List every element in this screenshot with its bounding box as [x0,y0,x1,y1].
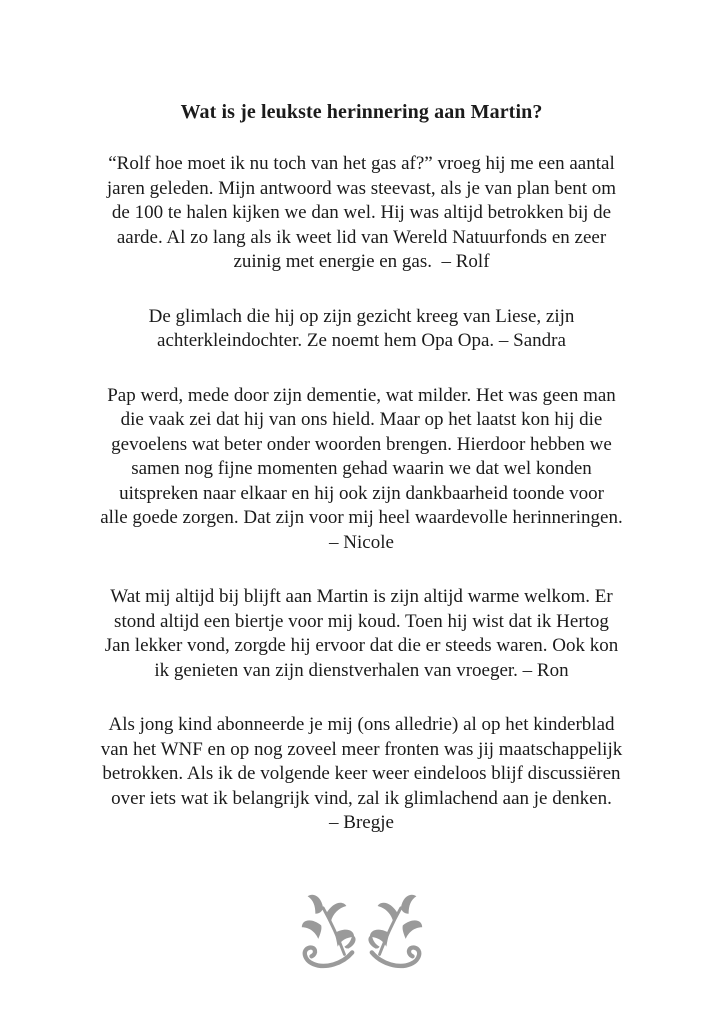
memory-paragraph [62,585,662,683]
memory-line: ik genieten van zijn dienstverhalen van vroeger. – Ron [154,659,569,681]
memory-line: over iets wat ik belangrijk vind, zal ik glimlachend aan je denken. [111,787,612,809]
memory-paragraph [62,305,662,354]
memory-line: aarde. Al zo lang als ik weet lid van Wereld Natuurfonds en zeer [116,226,607,248]
memory-line: Als jong kind abonneerde je mij (ons alledrie) al op het kinderblad [108,714,615,735]
memory-line: gevoelens wat beter onder woorden brengen. Hierdoor hebben we [111,433,612,455]
memory-line: “Rolf hoe moet ik nu toch van het gas af?” vroeg hij me een aantal [108,153,615,174]
memory-line: achterkleindochter. Ze noemt hem Opa Opa. – Sandra [157,330,566,351]
memory-line: stond altijd een biertje voor mij koud. Toen hij wist dat ik Hertog [114,610,609,632]
memory-line: die vaak zei dat hij van ons hield. Maar op het laatst kon hij die [120,409,603,430]
memory-line: jaren geleden. Mijn antwoord was steevast, als je van plan bent om [106,177,617,199]
memory-line: Pap werd, mede door zijn dementie, wat milder. Het was geen man [107,384,616,406]
memory-line: zuinig met energie en gas. – Rolf [233,251,490,272]
memory-line: uitspreken naar elkaar en hij ook zijn dankbaarheid toonde voor [119,482,604,504]
memory-line: Wat mij altijd bij blijft aan Martin is zijn altijd warme welkom. Er [110,586,613,607]
memory-paragraph [62,713,662,836]
ornament [62,892,662,978]
memory-paragraph [62,152,662,275]
page-content [62,0,662,978]
memories [62,152,662,836]
memory-line: van het WNF en op nog zoveel meer fronten was jij maatschappelijk [100,738,623,760]
memory-paragraph [62,384,662,556]
page-title: Wat is je leukste herinnering aan Martin? [180,101,543,123]
floral-flourish-left-icon [296,892,358,978]
memory-line: – Nicole [329,531,394,553]
memory-line: samen nog fijne momenten gehad waarin we dat wel konden [131,458,592,479]
memory-line: betrokken. Als ik de volgende keer weer eindeloos blijf discussiëren [102,763,621,784]
memory-line: De glimlach die hij op zijn gezicht kreeg van Liese, zijn [148,305,575,327]
memory-line: de 100 te halen kijken we dan wel. Hij was altijd betrokken bij de [111,202,612,223]
floral-flourish-right-icon [366,892,428,978]
memory-line: alle goede zorgen. Dat zijn voor mij heel waardevolle herinneringen. [100,507,623,528]
memory-line: – Bregje [329,812,394,833]
memory-line: Jan lekker vond, zorgde hij ervoor dat die er steeds waren. Ook kon [104,635,619,656]
